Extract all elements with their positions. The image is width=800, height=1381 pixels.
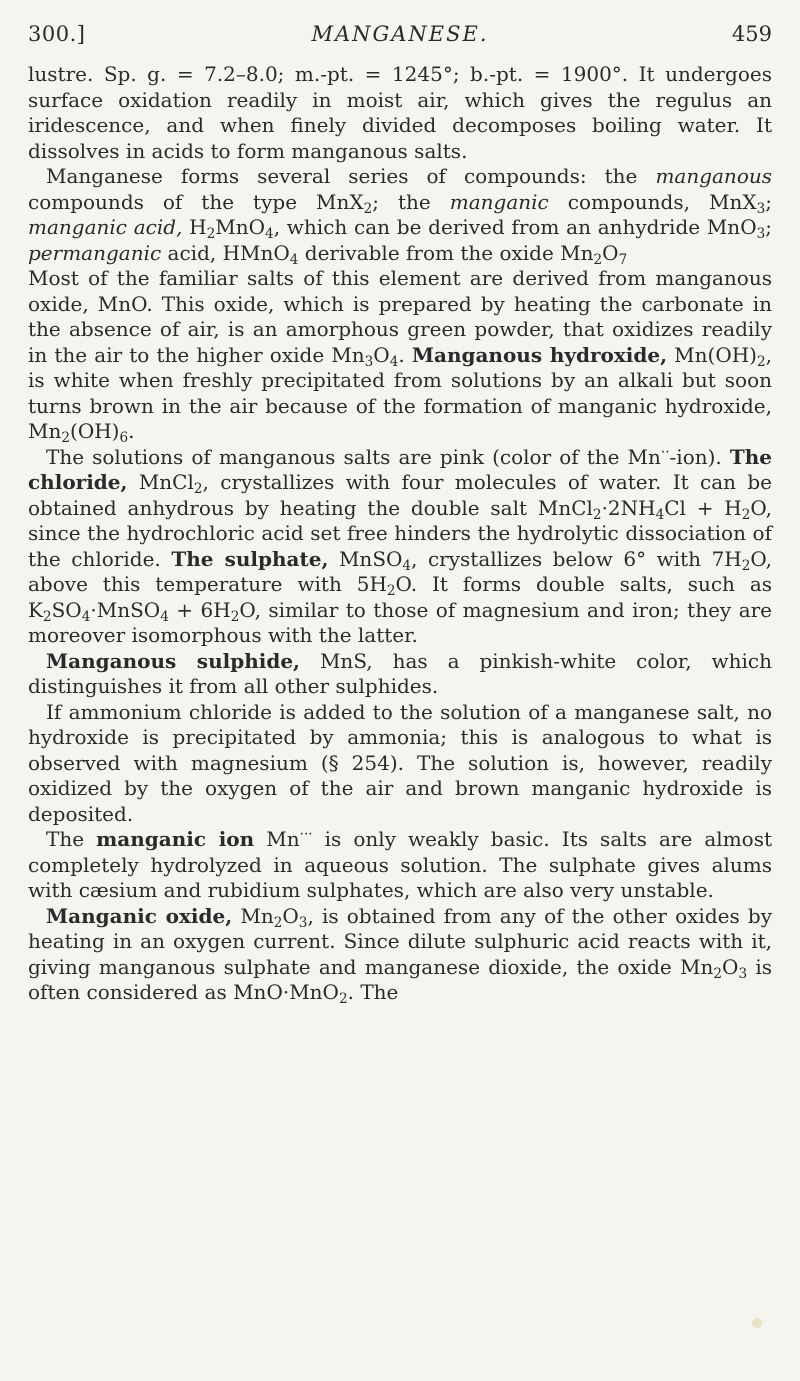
text-run: . [398, 342, 412, 367]
paragraph-8 [28, 904, 772, 1006]
subscript: 4 [289, 251, 299, 268]
text-run: compounds, MnX [548, 189, 757, 214]
subscript: 2 [741, 506, 751, 523]
paragraph-4 [28, 445, 772, 649]
paragraph-6 [28, 700, 772, 828]
text-run: -ion). [669, 444, 730, 469]
paragraph-5 [28, 649, 772, 700]
text-run: lustre. Sp. g. = 7.2–8.0; m.-pt. = 1245°; b.-pt. = 1900°. It undergoes surface oxidation readily in moist air, which gives the regulus an iridescence, and when finely divided decomposes boiling water. It dissolves in acids to form manganous salts. [28, 62, 772, 163]
text-run: The solutions of manganous salts are pink (color of the Mn [46, 444, 661, 469]
text-run: Cl + H [664, 495, 742, 520]
text-run: Manganese forms several series of compounds: the [46, 164, 656, 188]
subscript: 4 [81, 608, 91, 625]
subscript: 6 [119, 430, 129, 447]
subscript: 4 [655, 506, 665, 523]
term-manganic-ion: manganic ion [96, 827, 255, 851]
text-run: If ammonium chloride is added to the solution of a manganese salt, no hydroxide is precipitated by ammonia; this is analogous to what is observed with magnesium (§ 254). The solution is, however, readily oxidized by the oxygen of the air and brown manganic hydroxide is deposited. [28, 699, 772, 826]
subscript: 2 [363, 200, 373, 217]
subscript: 2 [42, 608, 52, 625]
subscript: 7 [618, 251, 628, 268]
text-run: , crystallizes below 6° with 7H [411, 546, 742, 571]
term-sulphate: The sulphate, [171, 546, 329, 571]
subscript: 2 [230, 608, 240, 625]
text-run: Mn [232, 903, 274, 928]
subscript: 3 [756, 226, 766, 243]
subscript: 2 [206, 226, 216, 243]
text-run: is only weakly basic. Its salts are almost completely hydrolyzed in aqueous solution. The sulphate gives alums with cæsium and rubidium sulphates, which are also very unstable. [28, 827, 773, 902]
text-run: O. It forms double salts, such as K [28, 572, 772, 622]
text-run: , crystallizes with four molecules of water. It can be obtained anhydrous by heating the double salt MnCl [28, 470, 773, 520]
text-run: MnS, has a pinkish-white color, which distinguishes it from all other sulphides. [28, 648, 772, 698]
page-title: MANGANESE. [311, 22, 489, 46]
text-run: , is obtained from any of the other oxides by heating in an oxygen current. Since dilute sulphuric acid reacts with it, giving manganous sulphate and manganese dioxide, the oxide Mn [28, 903, 772, 979]
subscript: 2 [386, 583, 396, 600]
text-run: compounds of the type MnX [28, 189, 364, 214]
text-run: MnO [215, 215, 266, 239]
text-run: O, similar to those of magnesium and iron; they are moreover isomorphous with the latter. [28, 597, 773, 647]
term-manganous-hydroxide: Manganous hydroxide, [411, 342, 668, 367]
subscript: 3 [298, 914, 308, 931]
term-manganic-acid: manganic acid, [28, 215, 183, 239]
text-run: . The [347, 980, 399, 1004]
text-run: Most of the familiar salts of this element are derived from manganous oxide, MnO. This oxide, which is prepared by heating the carbonate in the absence of air, is an amorphous green powder, that oxidizes readily in the air to the higher oxide Mn [28, 266, 772, 367]
subscript: 2 [741, 557, 751, 574]
subscript: 2 [592, 506, 602, 523]
text-run: O [602, 240, 619, 265]
text-run: MnCl [127, 470, 194, 494]
text-run: derivable from the oxide Mn [298, 240, 594, 265]
text-run: SO [51, 597, 82, 622]
text-run: Mn [254, 827, 300, 851]
section-marker: 300.] [28, 22, 86, 46]
term-manganous: manganous [655, 164, 772, 188]
text-run: . [128, 419, 135, 443]
term-chloride: The chloride, [28, 444, 773, 494]
text-run: O [373, 342, 390, 367]
text-run: ·MnSO [90, 597, 161, 622]
subscript: 2 [593, 251, 603, 268]
page-number: 459 [731, 22, 772, 46]
term-manganic-oxide: Manganic oxide, [46, 903, 233, 928]
text-run: O [722, 954, 739, 979]
superscript: ·· [660, 443, 670, 460]
text-run: is often considered as MnO·MnO [28, 954, 772, 1004]
text-run: acid, HMnO [161, 240, 290, 265]
subscript: 2 [338, 991, 348, 1008]
text-run: Mn(OH) [667, 342, 757, 367]
term-manganous-sulphide: Manganous sulphide, [46, 648, 301, 673]
text-run: + 6H [168, 597, 231, 622]
subscript: 2 [713, 965, 723, 982]
subscript: 2 [756, 353, 766, 370]
text-run: ; [765, 189, 772, 214]
running-header [28, 22, 772, 52]
text-run: ; [765, 215, 772, 239]
term-manganic: manganic [449, 189, 549, 214]
subscript: 3 [738, 965, 748, 982]
subscript: 4 [160, 608, 169, 625]
term-permanganic: permanganic [28, 240, 162, 265]
text-run: O, since the hydrochloric acid set free hinders the hydrolytic dissociation of the chloride. [28, 495, 772, 571]
subscript: 2 [273, 914, 283, 931]
subscript: 4 [265, 226, 274, 243]
text-run: MnSO [328, 546, 403, 571]
text-run: The [46, 827, 97, 851]
superscript: ··· [299, 826, 313, 843]
paragraph-7 [28, 827, 772, 904]
text-run: , which can be derived from an anhydride MnO [273, 215, 757, 239]
subscript: 3 [756, 200, 766, 217]
text-run: ·2NH [601, 495, 656, 520]
text-run: H [182, 215, 207, 239]
body-text [28, 62, 772, 1006]
subscript: 4 [389, 353, 399, 370]
paragraph-1 [28, 62, 772, 164]
text-run: ; the [372, 189, 450, 214]
paragraph-2 [28, 164, 772, 266]
subscript: 3 [364, 353, 374, 370]
text-run: (OH) [70, 419, 120, 443]
paper-speck [752, 1318, 762, 1328]
text-run: O [282, 903, 299, 928]
subscript: 2 [61, 430, 71, 447]
subscript: 2 [193, 481, 203, 498]
text-run: O, above this temperature with 5H [28, 546, 772, 596]
subscript: 4 [402, 557, 412, 574]
paragraph-3 [28, 266, 772, 445]
text-run: , is white when freshly precipitated from solutions by an alkali but soon turns brown in the air because of the formation of manganic hydroxide, Mn [28, 342, 772, 443]
